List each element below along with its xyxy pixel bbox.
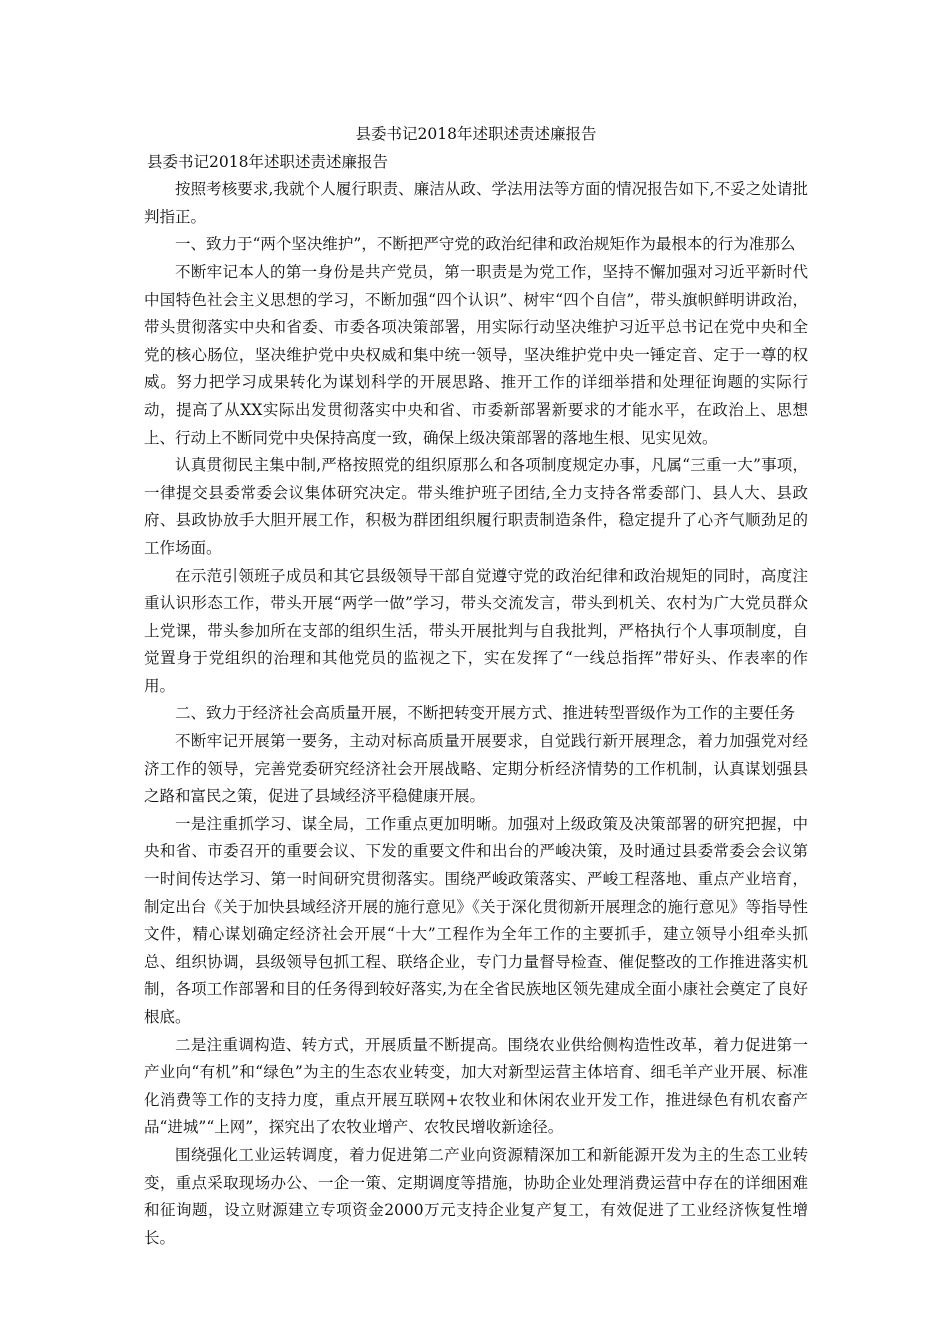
paragraph: 不断牢记开展第一要务，主动对标高质量开展要求，自觉践行新开展理念，着力加强党对经济工作的领导，完善党委研究经济社会开展战略、定期分析经济情势的工作机制，认真谋划强县之路和富民之策，促进了县域经济平稳健康开展。: [144, 732, 808, 806]
section-heading-1: 一、致力于“两个坚决维护”，不断把严守党的政治纪律和政治规矩作为最根本的行为准那么: [175, 235, 796, 254]
paragraph: 围绕强化工业运转调度，着力促进第二产业向资源精深加工和新能源开发为主的生态工业转变，重点采取现场办公、一企一策、定期调度等措施，协助企业处理消费运营中存在的详细困难和征询题，设立财源建立专项资金2000万元支持企业复产复工，有效促进了工业经济恢复性增长。: [144, 1145, 808, 1247]
paragraph: 认真贯彻民主集中制,严格按照党的组织原那么和各项制度规定办事，凡属“三重一大”事项，一律提交县委常委会议集体研究决定。带头维护班子团结,全力支持各常委部门、县人大、县政府、县政协放手大胆开展工作，积极为群团组织履行职责制造条件，稳定提升了心齐气顺劲足的工作场面。: [144, 456, 808, 557]
paragraph-intro: 按照考核要求,我就个人履行职责、廉洁从政、学法用法等方面的情况报告如下,不妥之处请批判指正。: [144, 180, 808, 226]
document-title: 县委书记2018年述职述责述廉报告: [355, 125, 597, 143]
document-body: [144, 121, 808, 1252]
paragraph: 在示范引领班子成员和其它县级领导干部自觉遵守党的政治纪律和政治规矩的同时，高度注重认识形态工作，带头开展“两学一做”学习，带头交流发言，带头到机关、农村为广大党员群众上党课，带头参加所在支部的组织生活，带头开展批判与自我批判，严格执行个人事项制度，自觉置身于党组织的治理和其他党员的监视之下，实在发挥了“一线总指挥”带好头、作表率的作用。: [144, 566, 808, 695]
paragraph: 一是注重抓学习、谋全局，工作重点更加明晰。加强对上级政策及决策部署的研究把握，中央和省、市委召开的重要会议、下发的重要文件和出台的严峻决策，及时通过县委常委会会议第一时间传达学习、第一时间研究贯彻落实。围绕严峻政策落实、严峻工程落地、重点产业培育，制定出台《关于加快县域经济开展的施行意见》《关于深化贯彻新开展理念的施行意见》等指导性文件，精心谋划确定经济社会开展“十大”工程作为全年工作的主要抓手，建立领导小组牵头抓总、组织协调，县级领导包抓工程、联络企业，专门力量督导检查、催促整改的工作推进落实机制，各项工作部署和目的任务得到较好落实,为在全省民族地区领先建成全面小康社会奠定了良好根底。: [144, 814, 808, 1026]
document-subtitle: 县委书记2018年述职述责述廉报告: [147, 152, 388, 171]
section-heading-2: 二、致力于经济社会高质量开展，不断把转变开展方式、推进转型晋级作为工作的主要任务: [175, 704, 796, 723]
paragraph: 二是注重调构造、转方式，开展质量不断提高。围绕农业供给侧构造性改革，着力促进第一产业向“有机”和“绿色”为主的生态农业转变，加大对新型运营主体培育、细毛羊产业开展、标准化消费等工作的支持力度，重点开展互联网+农牧业和休闲农业开发工作，推进绿色有机农畜产品“进城”“上网”，探究出了农牧业增产、农牧民增收新途径。: [144, 1035, 808, 1137]
paragraph: 不断牢记本人的第一身份是共产党员，第一职责是为党工作，坚持不懈加强对习近平新时代中国特色社会主义思想的学习，不断加强“四个认识”、树牢“四个自信”，带头旗帜鲜明讲政治，带头贯彻落实中央和省委、市委各项决策部署，用实际行动坚决维护习近平总书记在党中央和全党的核心肠位，坚决维护党中央权威和集中统一领导，坚决维护党中央一锤定音、定于一尊的权威。努力把学习成果转化为谋划科学的开展思路、推开工作的详细举措和处理征询题的实际行动，提高了从XX实际出发贯彻落实中央和省、市委新部署新要求的才能水平，在政治上、思想上、行动上不断同党中央保持高度一致，确保上级决策部署的落地生根、见实见效。: [144, 262, 808, 447]
